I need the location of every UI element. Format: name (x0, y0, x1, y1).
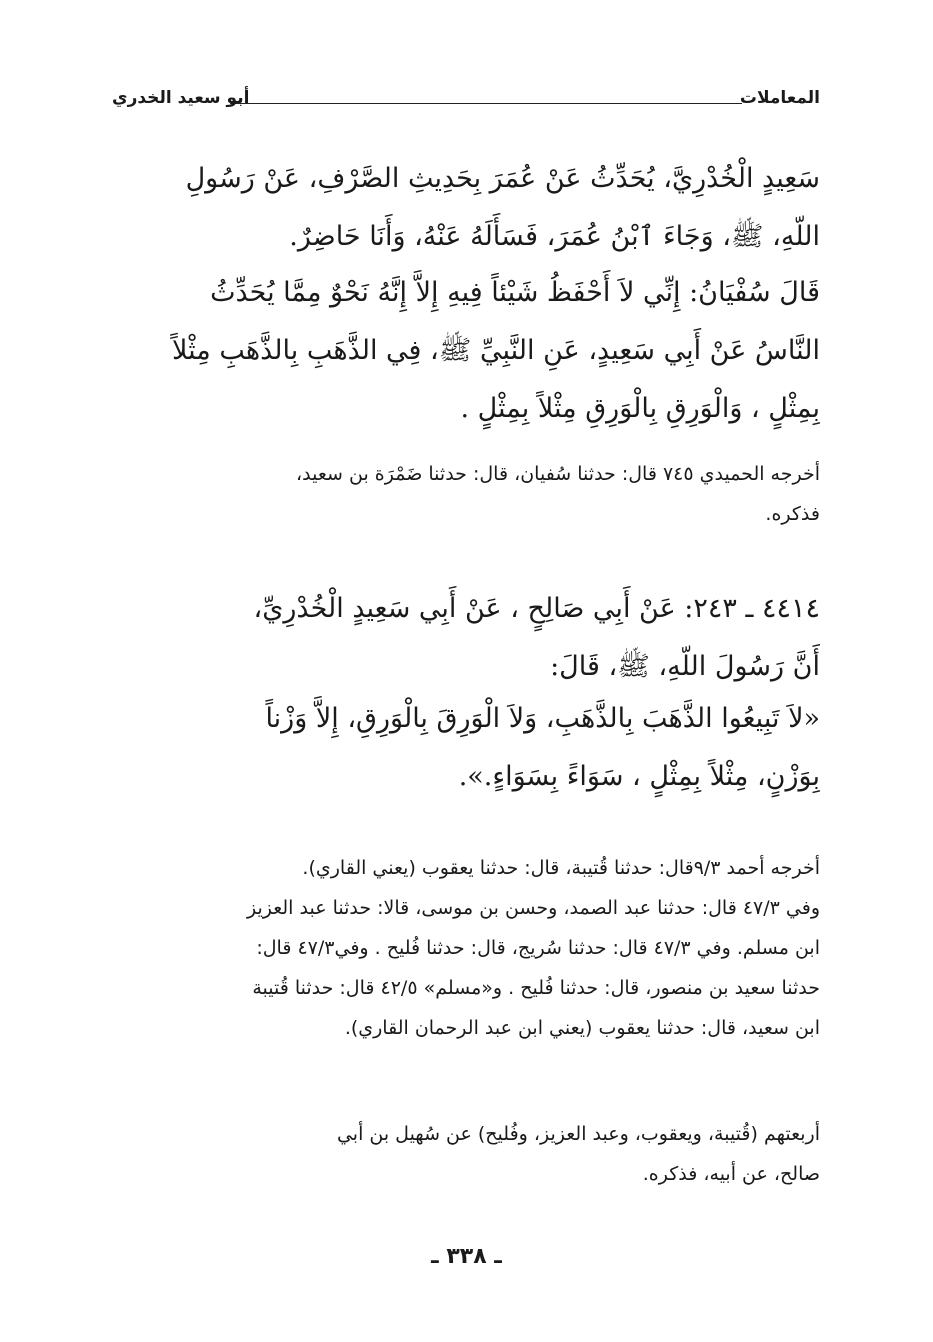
text-line: ابن مسلم. وفي ٤٧/٣ قال: حدثنا سُريج، قال: حدثنا فُليح . وفي٤٧/٣ قال: (256, 937, 820, 959)
text-line: أخرجه الحميدي ٧٤٥ قال: حدثنا سُفيان، قال: حدثنا ضَمْرَة بن سعيد، (296, 463, 820, 485)
text-line: فذكره. (765, 503, 820, 525)
takhrij-note-ahmad (108, 848, 820, 1048)
text-line: بِوَزْنٍ، مِثْلاً بِمِثْلٍ ، سَوَاءً بِسَوَاءٍ.». (458, 761, 820, 792)
text-line: ابن سعيد، قال: حدثنا يعقوب (يعني ابن عبد الرحمان القاري). (344, 1017, 820, 1039)
text-line: أَنَّ رَسُولَ اللّهِ، ﷺ، قَالَ: (550, 651, 820, 682)
text-line: سَعِيدٍ الْخُدْرِيَّ، يُحَدِّثُ عَنْ عُمَرَ بِحَدِيثِ الصَّرْفِ، عَنْ رَسُولِ (185, 163, 820, 194)
text-line: بِمِثْلٍ ، وَالْوَرِقِ بِالْوَرِقِ مِثْلاً بِمِثْلٍ . (460, 393, 820, 424)
text-line: حدثنا سعيد بن منصور، قال: حدثنا فُليح . و«مسلم» ٤٢/٥ قال: حدثنا قُتيبة (252, 977, 820, 999)
text-line: ٤٤١٤ ـ ٢٤٣: عَنْ أَبِي صَالِحٍ ، عَنْ أَبِي سَعِيدٍ الْخُدْرِيِّ، (253, 593, 820, 624)
chapter-title: المعاملات (739, 88, 820, 108)
takhrij-summary (108, 1114, 820, 1194)
text-line: أخرجه أحمد ٩/٣قال: حدثنا قُتيبة، قال: حدثنا يعقوب (يعني القاري). (302, 857, 820, 879)
narrator-title: أبو سعيد الخدري (112, 88, 250, 108)
page-number: ـ ٣٣٨ ـ (431, 1244, 502, 1269)
running-header (112, 86, 820, 122)
header-rule (230, 103, 742, 104)
text-line: صالح، عن أبيه، فذكره. (642, 1163, 820, 1185)
text-line: «لاَ تَبِيعُوا الذَّهَبَ بِالذَّهَبِ، وَلاَ الْوَرِقَ بِالْوَرِقِ، إِلاَّ وَزْناً (265, 703, 820, 734)
hadith-matn (108, 690, 820, 806)
text-line: قَالَ سُفْيَانُ: إِنِّي لاَ أَحْفَظُ شَيْئاً فِيهِ إِلاَّ إِنَّهُ نَحْوٌ مِمَّا يُحَدِّثُ (210, 277, 820, 308)
text-line: النَّاسُ عَنْ أَبِي سَعِيدٍ، عَنِ النَّبِيِّ ﷺ، فِي الذَّهَبِ بِالذَّهَبِ مِثْلاً (172, 335, 820, 366)
passage-continuation (108, 150, 820, 266)
hadith-heading (108, 580, 820, 696)
text-line: وفي ٤٧/٣ قال: حدثنا عبد الصمد، وحسن بن موسى، قالا: حدثنا عبد العزيز (246, 897, 820, 919)
text-line: اللّهِ، ﷺ، وَجَاءَ ٱبْنُ عُمَرَ، فَسَأَلَهُ عَنْهُ، وَأَنَا حَاضِرٌ. (289, 221, 820, 252)
sufyan-statement (108, 264, 820, 438)
takhrij-note-humaidi (108, 454, 820, 534)
text-line: أربعتهم (قُتيبة، ويعقوب، وعبد العزيز، وفُليح) عن سُهيل بن أبي (336, 1123, 820, 1145)
